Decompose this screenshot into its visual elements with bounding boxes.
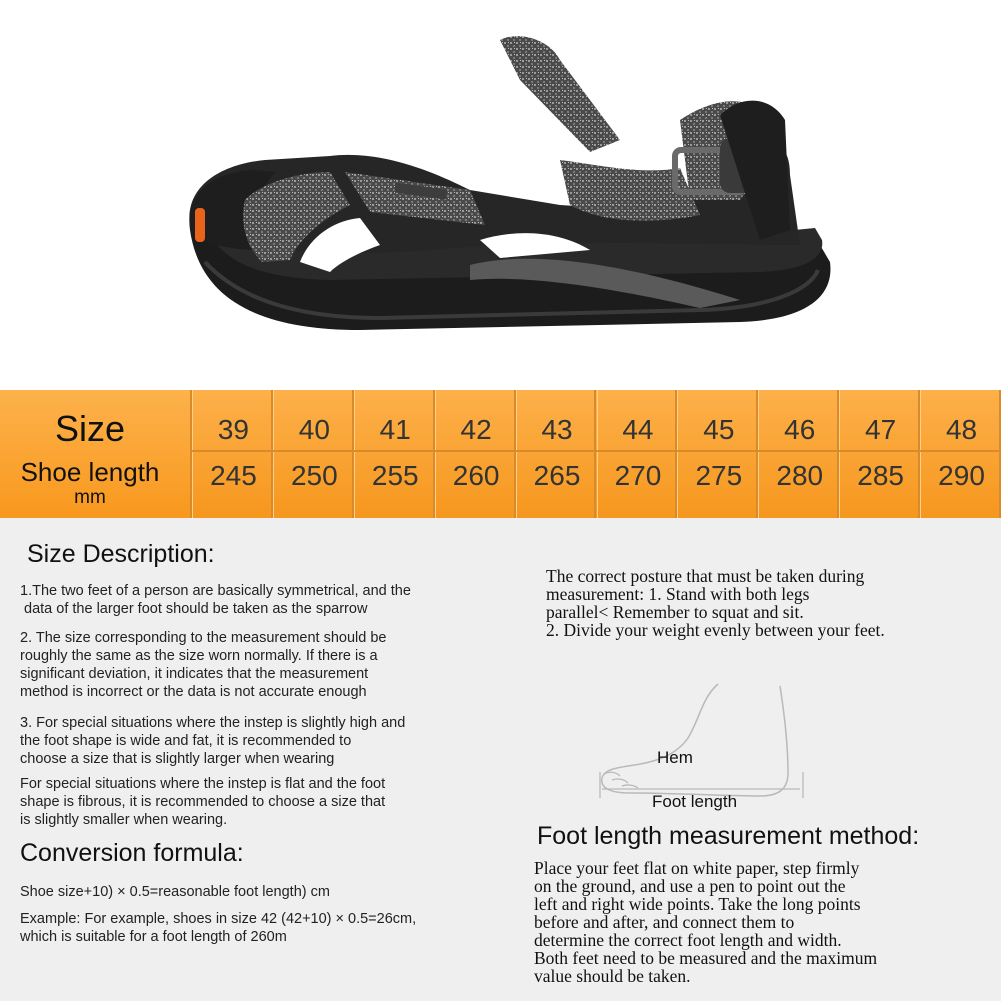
row-divider	[192, 450, 1001, 452]
method-line: left and right wide points. Take the long points	[534, 894, 861, 914]
paragraph-2-line: method is incorrect or the data is not accurate enough	[20, 684, 367, 700]
method-line: Both feet need to be measured and the maximum	[534, 948, 878, 968]
length-value: 250	[290, 460, 338, 491]
conversion-formula-title: Conversion formula:	[20, 839, 244, 867]
product-image	[0, 0, 1001, 390]
length-value: 260	[452, 460, 500, 491]
length-value: 275	[695, 460, 743, 491]
shoe-length-label: Shoe length	[20, 457, 160, 487]
method-text	[534, 859, 994, 985]
method-line: Place your feet flat on white paper, step firmly	[534, 858, 860, 878]
length-value: 245	[210, 460, 257, 491]
size-column	[597, 390, 678, 518]
paragraph-4	[20, 775, 500, 829]
size-value: 47	[865, 414, 897, 445]
size-description-title: Size Description:	[27, 540, 215, 568]
unit-label: mm	[74, 487, 106, 508]
size-column	[758, 390, 839, 518]
size-value: 48	[945, 414, 978, 445]
length-value: 265	[533, 460, 581, 491]
size-value: 43	[541, 414, 573, 445]
paragraph-1-line: data of the larger foot should be taken as the sparrow	[20, 601, 368, 617]
size-table-header-cell	[0, 390, 192, 518]
example-line: Example: For example, shoes in size 42 (42+10) × 0.5=26cm,	[20, 911, 417, 927]
size-column	[435, 390, 516, 518]
posture-line: parallel< Remember to squat and sit.	[546, 602, 804, 622]
size-column	[354, 390, 435, 518]
method-title: Foot length measurement method:	[537, 822, 920, 850]
posture-line: The correct posture that must be taken during	[546, 566, 865, 586]
paragraph-2	[20, 629, 500, 701]
size-column	[677, 390, 758, 518]
paragraph-3-line: the foot shape is wide and fat, it is recommended to	[20, 733, 352, 749]
paragraph-3-line: choose a size that is slightly larger when wearing	[20, 751, 335, 767]
posture-line: 2. Divide your weight evenly between your feet.	[546, 620, 885, 640]
hem-label: Hem	[657, 748, 693, 767]
paragraph-3-line: 3. For special situations where the instep is slightly high and	[20, 715, 406, 731]
method-line: value should be taken.	[534, 966, 691, 986]
length-value: 255	[371, 460, 419, 491]
size-value: 40	[298, 414, 330, 445]
size-value: 39	[217, 414, 250, 445]
length-value: 285	[857, 460, 904, 491]
size-label: Size	[54, 408, 126, 449]
size-value: 45	[703, 414, 735, 445]
paragraph-4-line: For special situations where the instep is flat and the foot	[20, 776, 386, 792]
description-panel	[0, 518, 1001, 1001]
foot-length-label: Foot length	[652, 792, 738, 811]
example-text	[20, 910, 500, 946]
sandal-illustration	[0, 0, 1001, 390]
paragraph-3	[20, 714, 500, 768]
paragraph-2-line: 2. The size corresponding to the measurement should be	[20, 630, 387, 646]
paragraph-1	[20, 582, 500, 618]
size-column	[516, 390, 597, 518]
example-line: which is suitable for a foot length of 260m	[20, 929, 287, 945]
size-column	[839, 390, 920, 518]
size-value: 41	[379, 414, 411, 445]
posture-line: measurement: 1. Stand with both legs	[546, 584, 810, 604]
paragraph-2-line: roughly the same as the size worn normally. If there is a	[20, 648, 378, 664]
size-column	[920, 390, 1001, 518]
formula-text: Shoe size+10) × 0.5=reasonable foot length) cm	[20, 884, 330, 900]
posture-text	[546, 567, 986, 639]
paragraph-1-line: 1.The two feet of a person are basically symmetrical, and the	[20, 583, 411, 599]
length-value: 280	[776, 460, 824, 491]
size-column	[273, 390, 354, 518]
paragraph-4-line: is slightly smaller when wearing.	[20, 812, 228, 828]
paragraph-2-line: significant deviation, it indicates that the measurement	[20, 666, 369, 682]
method-line: determine the correct foot length and width.	[534, 930, 842, 950]
method-line: on the ground, and use a pen to point out the	[534, 876, 846, 896]
size-column	[192, 390, 273, 518]
length-value: 290	[938, 460, 985, 491]
size-value: 46	[784, 414, 816, 445]
length-value: 270	[614, 460, 662, 491]
paragraph-4-line: shape is fibrous, it is recommended to choose a size that	[20, 794, 386, 810]
size-value: 42	[460, 414, 492, 445]
method-line: before and after, and connect them to	[534, 912, 795, 932]
size-value: 44	[622, 414, 654, 445]
size-table	[0, 390, 1001, 518]
